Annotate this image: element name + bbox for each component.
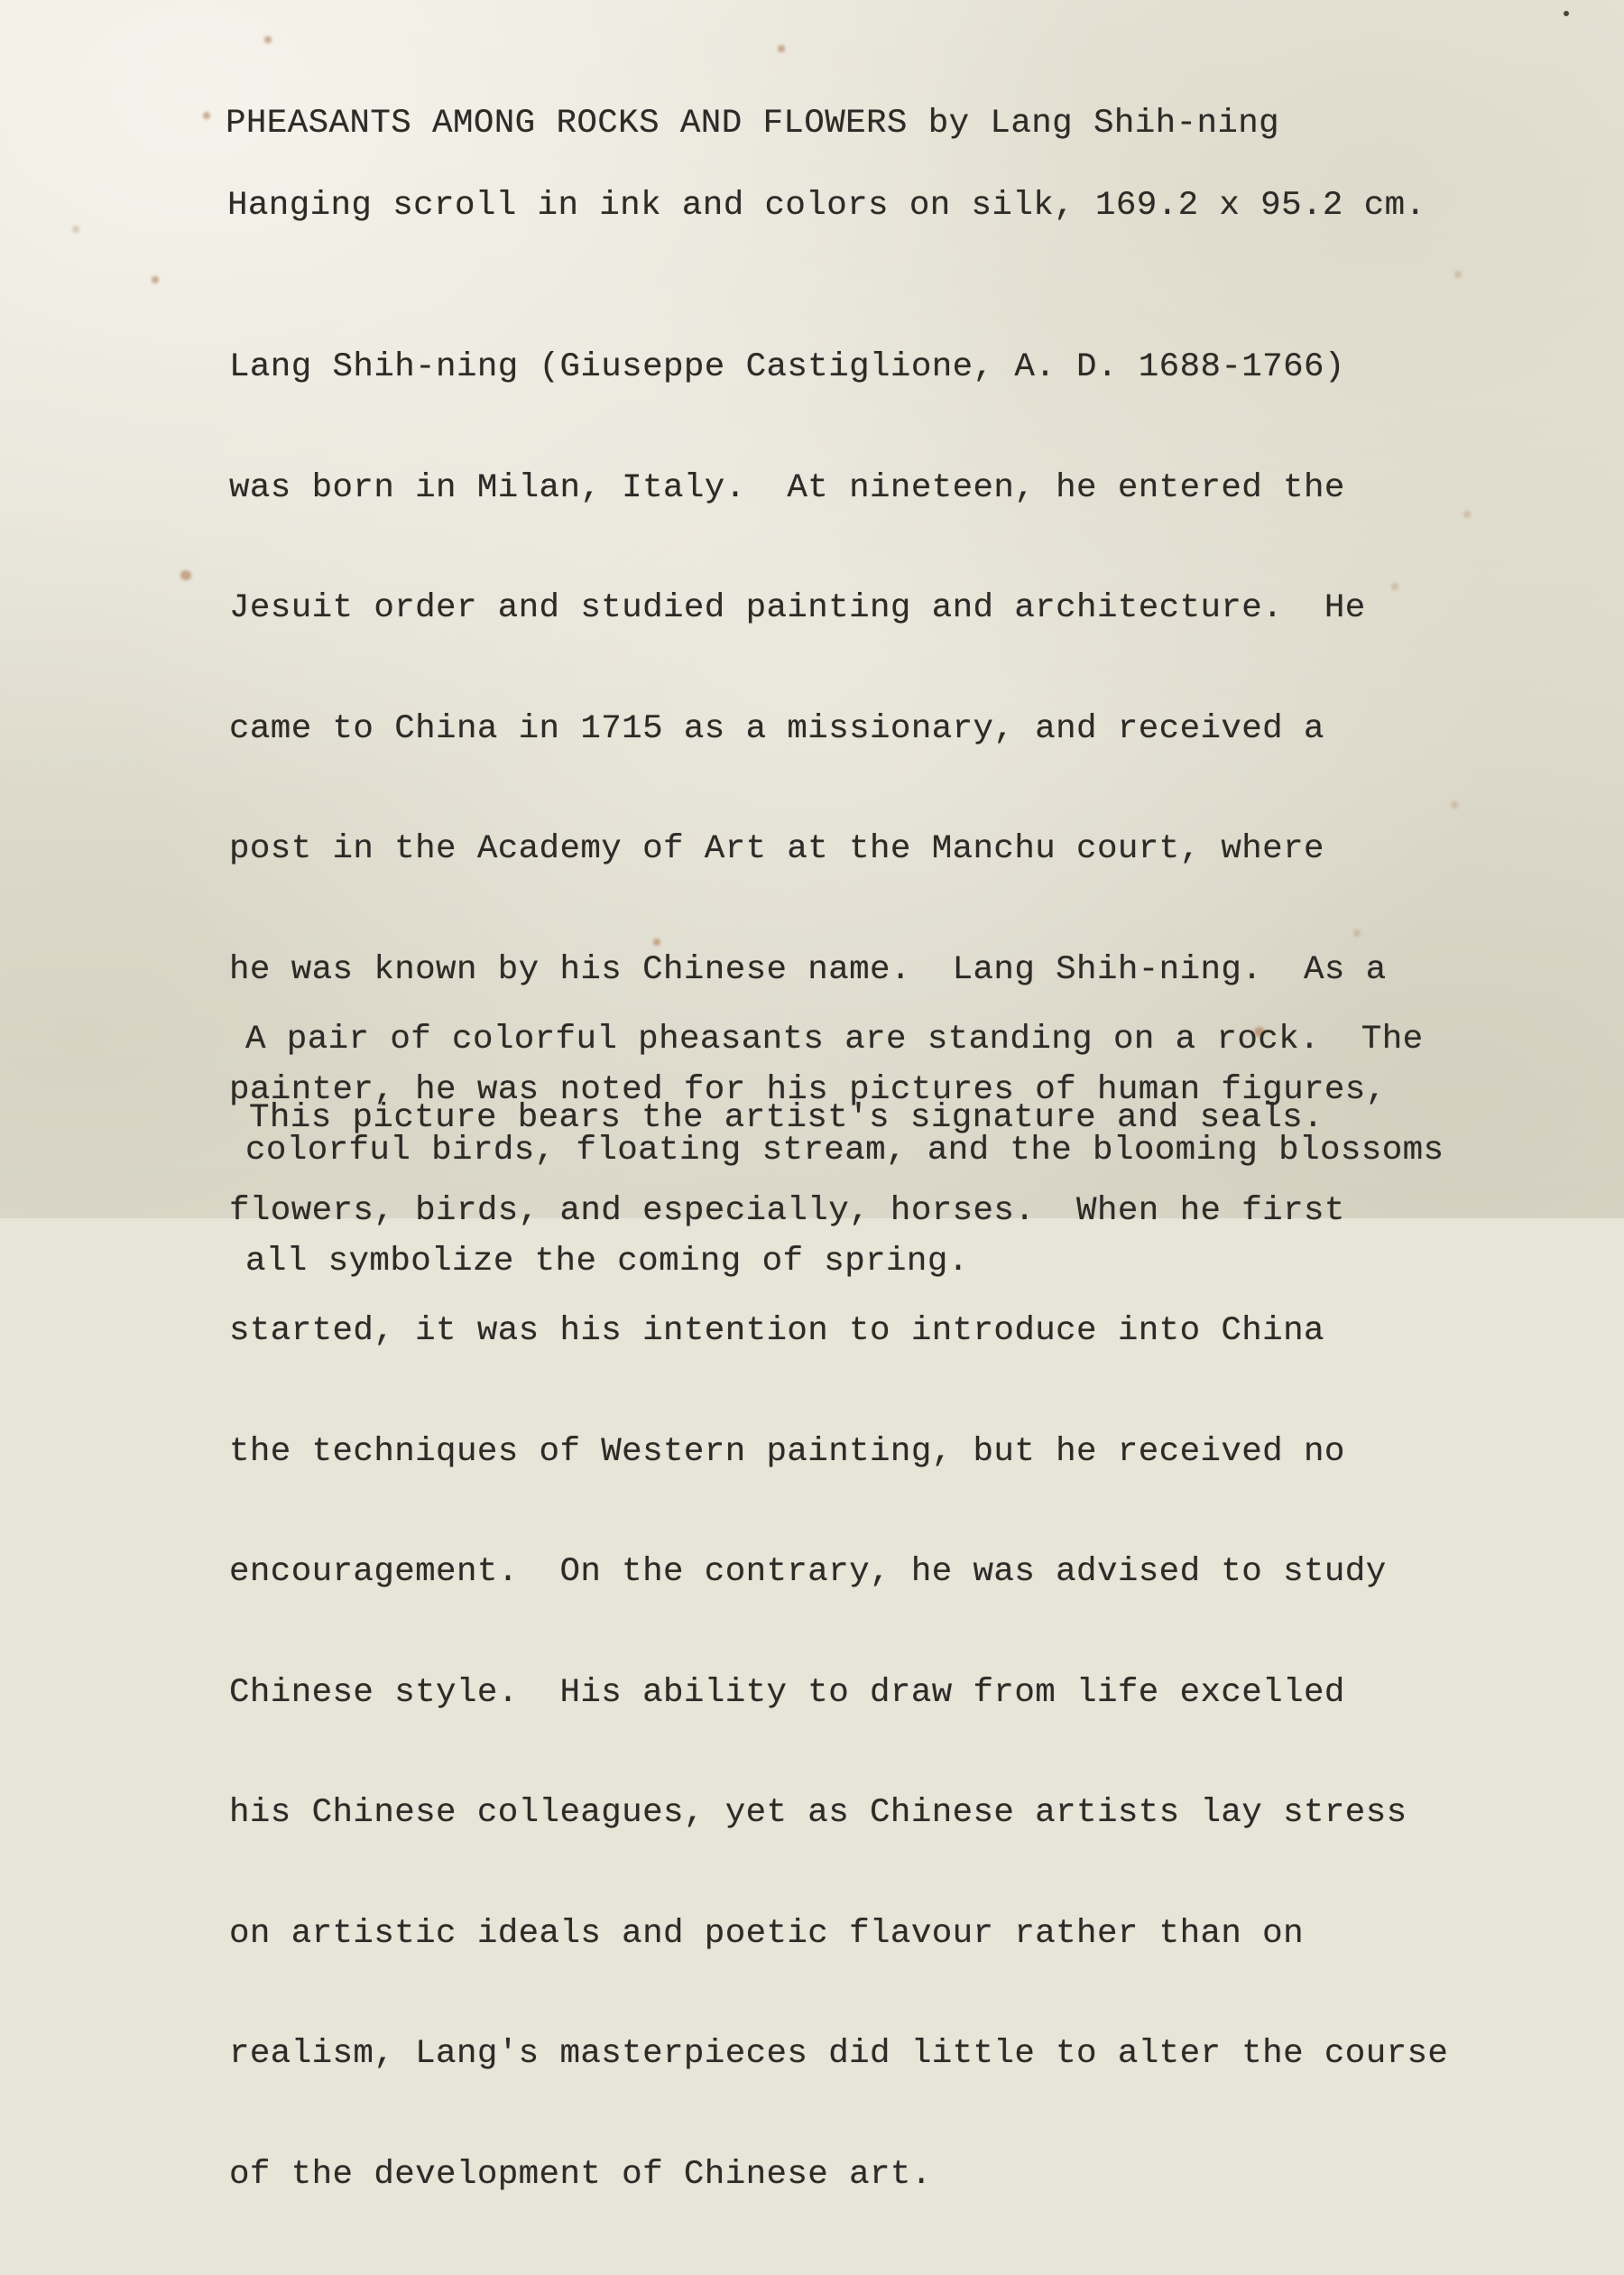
stain-spot [264, 36, 272, 43]
description-line: A pair of colorful pheasants are standing on a rock. The [245, 1021, 1424, 1059]
stain-spot [1454, 271, 1462, 278]
biography-line: he was known by his Chinese name. Lang Shih-ning. As a [229, 950, 1387, 989]
description-line: all symbolize the coming of spring. [245, 1243, 969, 1281]
biography-line: was born in Milan, Italy. At nineteen, he entered the [229, 468, 1345, 507]
biography-line: the techniques of Western painting, but he received no [229, 1432, 1345, 1471]
biography-line: post in the Academy of Art at the Manchu court, where [229, 830, 1324, 868]
stain-spot [203, 112, 210, 119]
stain-spot [72, 226, 79, 233]
biography-line: on artistic ideals and poetic flavour rather than on [229, 1914, 1304, 1953]
biography-line: started, it was his intention to introduce into China [229, 1312, 1324, 1350]
stain-spot [1451, 801, 1458, 809]
stain-spot [152, 276, 159, 283]
biography-line: flowers, birds, and especially, horses. When he first [229, 1191, 1345, 1230]
artwork-description [245, 948, 1444, 1355]
biography-line: painter, he was noted for his pictures of human figures, [229, 1071, 1387, 1109]
signature-note: This picture bears the artist's signature and seals. [249, 1099, 1324, 1137]
biography-line: Chinese style. His ability to draw from life excelled [229, 1673, 1345, 1712]
description-line: colorful birds, floating stream, and the blooming blossoms [245, 1132, 1444, 1170]
artwork-title: PHEASANTS AMONG ROCKS AND FLOWERS by Lang Shih-ning [226, 105, 1280, 143]
biography-line: Jesuit order and studied painting and architecture. He [229, 589, 1366, 627]
stain-spot [180, 570, 191, 580]
biography-line: encouragement. On the contrary, he was advised to study [229, 1553, 1387, 1591]
biography-line: Lang Shih-ning (Giuseppe Castiglione, A. D. 1688-1766) [229, 348, 1345, 386]
biography-line: came to China in 1715 as a missionary, and received a [229, 709, 1324, 748]
biography-line: of the development of Chinese art. [229, 2155, 932, 2194]
stain-spot [778, 45, 785, 52]
stain-spot [1463, 511, 1471, 518]
artwork-medium: Hanging scroll in ink and colors on silk, 169.2 x 95.2 cm. [227, 187, 1426, 225]
stain-spot [1564, 11, 1569, 16]
biography-line: realism, Lang's masterpieces did little to alter the course [229, 2035, 1449, 2073]
biography-line: his Chinese colleagues, yet as Chinese artists lay stress [229, 1794, 1407, 1832]
